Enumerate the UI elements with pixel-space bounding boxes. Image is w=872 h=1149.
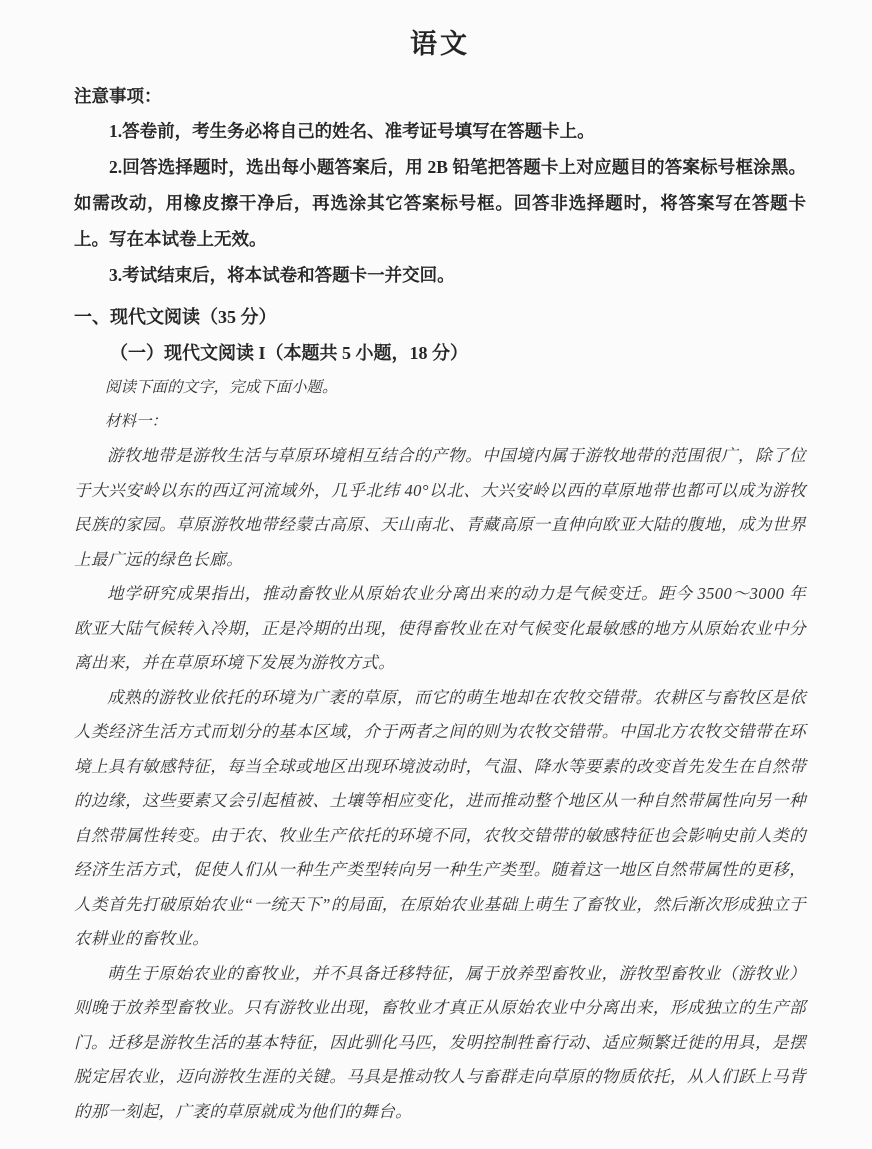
- section-heading-modern-reading: 一、现代文阅读（35 分）: [74, 307, 277, 327]
- reading-section: [74, 299, 806, 1129]
- notice-heading: 注意事项：: [74, 86, 162, 106]
- notice-item-1: 1.答卷前，考生务必将自己的姓名、准考证号填写在答题卡上。: [109, 121, 595, 141]
- material-paragraph-1: 游牧地带是游牧生活与草原环境相互结合的产物。中国境内属于游牧地带的范围很广，除了位于大兴安岭以东的西辽河流域外，几乎北纬 40°以北、大兴安岭以西的草原地带也都可以成为游牧民族的家园。草原游牧地带经蒙古高原、天山南北、青藏高原一直伸向欧亚大陆的腹地，成为世界上最广远的绿色长廊。: [74, 446, 806, 569]
- reading-instruction: 阅读下面的文字，完成下面小题。: [105, 379, 338, 396]
- notice-section: [74, 79, 806, 293]
- material-paragraph-4: 萌生于原始农业的畜牧业，并不具备迁移特征，属于放养型畜牧业，游牧型畜牧业（游牧业）则晚于放养型畜牧业。只有游牧业出现，畜牧业才真正从原始农业中分离出来，形成独立的生产部门。迁移是游牧生活的基本特征，因此驯化马匹，发明控制牲畜行动、适应频繁迁徙的用具，是摆脱定居农业，迈向游牧生涯的关键。马具是推动牧人与畜群走向草原的物质依托，从人们跃上马背的那一刻起，广袤的草原就成为他们的舞台。: [74, 963, 806, 1121]
- material-one-label: 材料一：: [105, 413, 168, 430]
- notice-item-3: 3.考试结束后，将本试卷和答题卡一并交回。: [109, 265, 455, 285]
- subsection-heading-reading-1: （一）现代文阅读 I（本题共 5 小题，18 分）: [110, 343, 469, 363]
- exam-title: 语文: [410, 29, 470, 59]
- material-paragraph-2: 地学研究成果指出，推动畜牧业从原始农业分离出来的动力是气候变迁。距今 3500～3000 年欧亚大陆气候转入冷期，正是冷期的出现，使得畜牧业在对气候变化最敏感的地方从原始农业中分离出来，并在草原环境下发展为游牧方式。: [74, 584, 806, 672]
- material-paragraph-3: 成熟的游牧业依托的环境为广袤的草原，而它的萌生地却在农牧交错带。农耕区与畜牧区是依人类经济生活方式而划分的基本区域，介于两者之间的则为农牧交错带。中国北方农牧交错带在环境上具有敏感特征，每当全球或地区出现环境波动时，气温、降水等要素的改变首先发生在自然带的边缘，这些要素又会引起植被、土壤等相应变化，进而推动整个地区从一种自然带属性向另一种自然带属性转变。由于农、牧业生产依托的环境不同，农牧交错带的敏感特征也会影响史前人类的经济生活方式，促使人们从一种生产类型转向另一种生产类型。随着这一地区自然带属性的更移，人类首先打破原始农业“一统天下”的局面，在原始农业基础上萌生了畜牧业，然后渐次形成独立于农耕业的畜牧业。: [74, 687, 806, 948]
- notice-item-2: 2.回答选择题时，选出每小题答案后，用 2B 铅笔把答题卡上对应题目的答案标号框涂黑。如需改动，用橡皮擦干净后，再选涂其它答案标号框。回答非选择题时，将答案写在答题卡上。写在本试卷上无效。: [74, 157, 806, 249]
